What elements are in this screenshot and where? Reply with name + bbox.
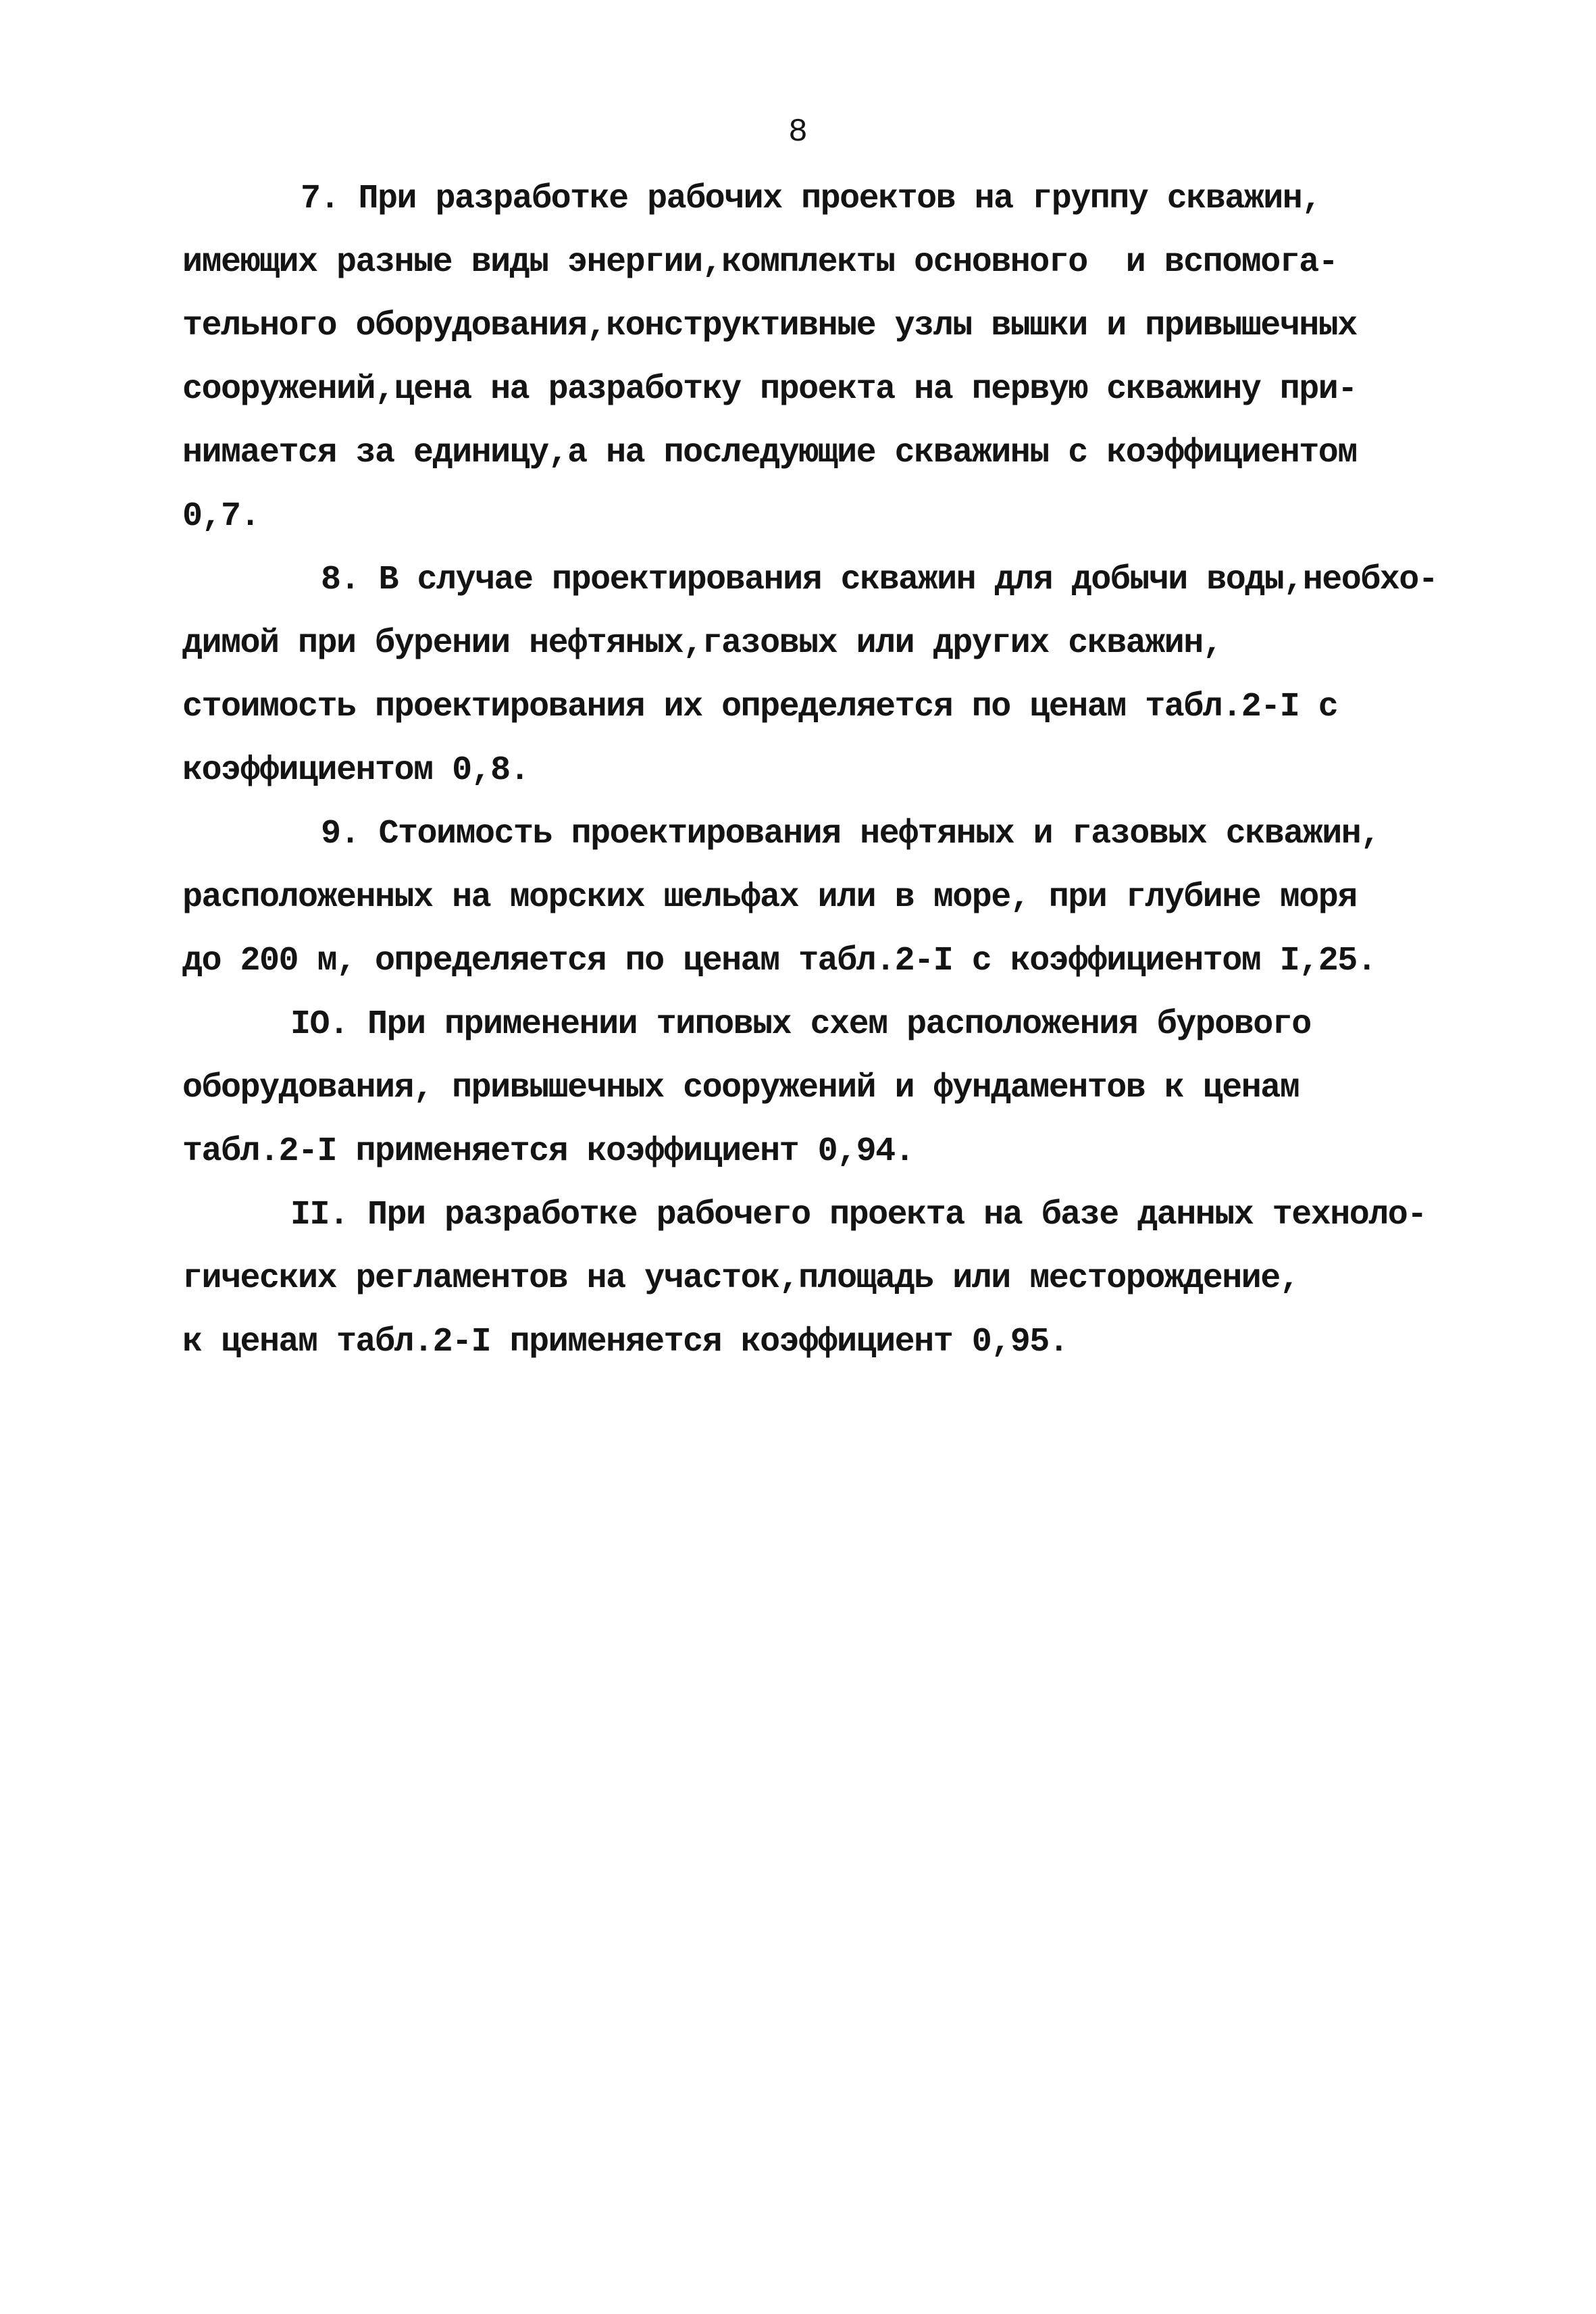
paragraph-10 bbox=[182, 993, 1472, 1184]
paragraph-11 bbox=[182, 1184, 1472, 1374]
paragraph-8 bbox=[182, 549, 1472, 803]
text-line: IO. При применении типовых схем расположения бурового bbox=[290, 1005, 1311, 1044]
text-line: стоимость проектирования их определяется по ценам табл.2-I с bbox=[182, 688, 1338, 726]
text-line: 9. Стоимость проектирования нефтяных и газовых скважин, bbox=[321, 815, 1380, 853]
text-line: тельного оборудования,конструктивные узлы вышки и привышечных bbox=[182, 307, 1357, 345]
text-line: 8. В случае проектирования скважин для добычи воды,необхо- bbox=[321, 561, 1438, 599]
text-line: имеющих разные виды энергии,комплекты основного и вспомога- bbox=[182, 243, 1338, 282]
text-line: до 200 м, определяется по ценам табл.2-I с коэффициентом I,25. bbox=[182, 942, 1376, 980]
text-line: к ценам табл.2-I применяется коэффициент 0,95. bbox=[182, 1323, 1069, 1361]
paragraph-7 bbox=[182, 168, 1472, 549]
text-line: димой при бурении нефтяных,газовых или других скважин, bbox=[182, 624, 1222, 663]
text-line: оборудования, привышечных сооружений и фундаментов к ценам bbox=[182, 1069, 1299, 1107]
document-body bbox=[182, 168, 1472, 1374]
text-line: 7. При разработке рабочих проектов на группу скважин, bbox=[301, 180, 1321, 218]
text-line: гических регламентов на участок,площадь или месторождение, bbox=[182, 1259, 1299, 1298]
text-line: сооружений,цена на разработку проекта на первую скважину при- bbox=[182, 370, 1357, 409]
text-line: 0,7. bbox=[182, 497, 260, 536]
text-line: табл.2-I применяется коэффициент 0,94. bbox=[182, 1132, 915, 1171]
page-number: 8 bbox=[788, 114, 808, 151]
text-line: нимается за единицу,а на последующие скважины с коэффициентом bbox=[182, 434, 1357, 472]
text-line: расположенных на морских шельфах или в море, при глубине моря bbox=[182, 878, 1357, 917]
text-line: II. При разработке рабочего проекта на базе данных техноло- bbox=[290, 1196, 1426, 1234]
paragraph-9 bbox=[182, 803, 1472, 993]
text-line: коэффициентом 0,8. bbox=[182, 751, 530, 790]
